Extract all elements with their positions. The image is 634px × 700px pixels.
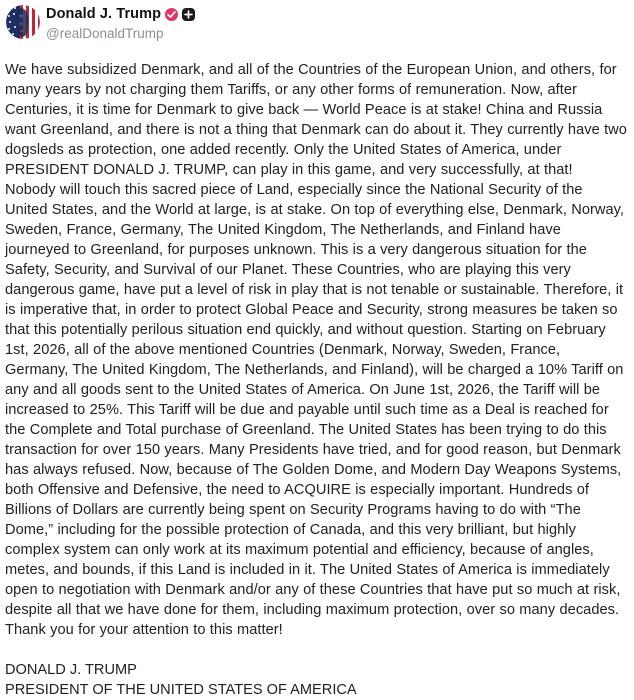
follow-plus-icon[interactable] [182, 8, 195, 21]
profile-handle[interactable]: @realDonaldTrump [46, 26, 164, 41]
profile-avatar[interactable] [6, 5, 40, 39]
display-name[interactable]: Donald J. Trump [46, 6, 162, 22]
signature-title: PRESIDENT OF THE UNITED STATES OF AMERICA [5, 682, 357, 698]
verified-badge-icon [165, 8, 178, 21]
post-body-text: We have subsidized Denmark, and all of the Countries of the European Union, and others, for many years by not charging them Tariffs, or any other forms of remuneration. Now, after Centuries, it is time for Denmark to give back — World Peace is at stake! China and Russia want Greenland, and there is not a thing that Denmark can do about it. They currently have two dogsleds as protection, one added recently. Only the United States of America, under PRESIDENT DONALD J. TRUMP, can play in this game, and very successfully, at that! Nobody will touch this sacred piece of Land, especially since the National Security of the United States, and the World at large, is at stake. On top of everything else, Denmark, Norway, Sweden, France, Germany, The United Kingdom, The Netherlands, and Finland have journeyed to Greenland, for purposes unknown. This is a very dangerous situation for the Safety, Security, and Survival of our Planet. These Countries, who are playing this very dangerous game, have put a level of risk in play that is not tenable or sustainable. Therefore, it is imperative that, in order to protect Global Peace and Security, strong measures be taken so that this potentially perilous situation end quickly, and without question. Starting on February 1st, 2026, all of the above mentioned Countries (Denmark, Norway, Sweden, France, Germany, The United Kingdom, The Netherlands, and Finland), will be charged a 10% Tariff on any and all goods sent to the United States of America. On June 1st, 2026, the Tariff will be increased to 25%. This Tariff will be due and payable until such time as a Deal is reached for the Complete and Total purchase of Greenland. The United States has been trying to do this transaction for over 150 years. Many Presidents have tried, and for good reason, but Denmark has always refused. Now, because of The Golden Dome, and Modern Day Weapons Systems, both Offensive and Defensive, the need to ACQUIRE is especially important. Hundreds of Billions of Dollars are currently being spent on Security Programs having to do with “The Dome,” including for the possible protection of Canada, and this very brilliant, but highly complex system can only work at its maximum potential and efficiency, because of angles, metes, and bounds, if this Land is included in it. The United States of America is immediately open to negotiation with Denmark and/or any of these Countries that have put so much at risk, despite all that we have done for them, including maximum protection, over so many decades. Thank you for your attention to this matter! [5, 62, 627, 638]
post-signature [5, 660, 627, 700]
flag-portrait-avatar-icon [6, 5, 40, 39]
signature-name: DONALD J. TRUMP [5, 662, 137, 678]
name-row [46, 5, 195, 23]
header-text-block [46, 5, 195, 41]
post-header [5, 4, 627, 48]
